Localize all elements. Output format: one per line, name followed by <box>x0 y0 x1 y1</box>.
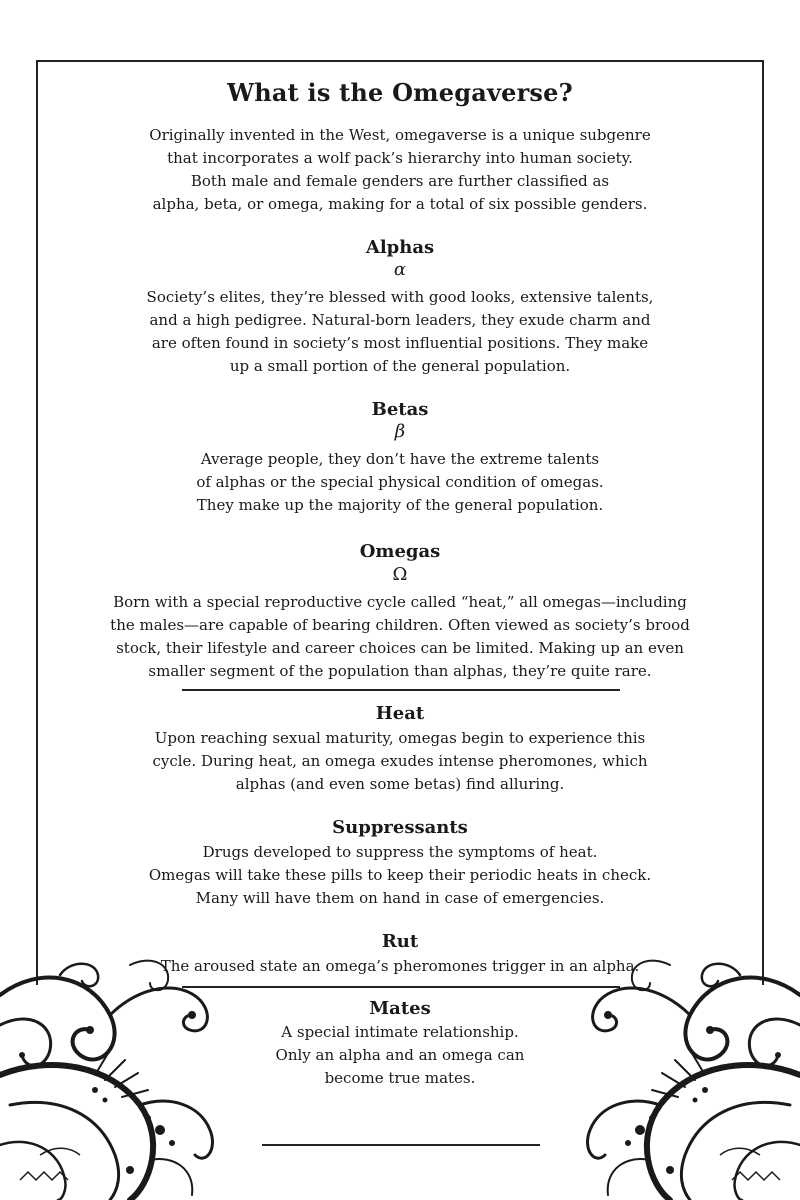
intro-line: Originally invented in the West, omegaverse is a unique subgenre <box>149 126 651 144</box>
intro-line: that incorporates a wolf pack’s hierarchy into human society. <box>167 149 633 167</box>
betas-line: of alphas or the special physical condition of omegas. <box>196 473 604 491</box>
heat-heading: Heat <box>375 703 425 724</box>
rut-heading: Rut <box>381 931 419 952</box>
betas-paragraph <box>0 448 800 517</box>
alphas-line: and a high pedigree. Natural-born leaders, they exude charm and <box>149 311 651 329</box>
betas-line: Average people, they don’t have the extreme talents <box>200 450 600 468</box>
omegas-heading: Omegas <box>359 541 441 562</box>
mates-heading: Mates <box>369 998 431 1019</box>
omegas-line: stock, their lifestyle and career choices can be limited. Making up an even <box>116 639 684 657</box>
omegas-line: Born with a special reproductive cycle called “heat,” all omegas—including <box>113 593 687 611</box>
omegas-line: smaller segment of the population than alphas, they’re quite rare. <box>148 662 652 680</box>
alphas-line: Society’s elites, they’re blessed with good looks, extensive talents, <box>146 288 654 306</box>
intro-line: alpha, beta, or omega, making for a total of six possible genders. <box>152 195 648 213</box>
bottom-rule <box>262 1144 540 1146</box>
omegas-line: the males—are capable of bearing children. Often viewed as society’s brood <box>110 616 690 634</box>
heat-line: cycle. During heat, an omega exudes intense pheromones, which <box>152 752 648 770</box>
mates-line: A special intimate relationship. <box>281 1023 519 1041</box>
mates-line: Only an alpha and an omega can <box>275 1046 525 1064</box>
omegas-paragraph <box>0 591 800 683</box>
heat-paragraph <box>0 727 800 796</box>
omega-symbol: Ω <box>392 564 408 585</box>
flourish-ornament-right-icon <box>560 955 800 1200</box>
alphas-line: up a small portion of the general population. <box>229 357 571 375</box>
mates-line: become true mates. <box>324 1069 476 1087</box>
alpha-symbol: α <box>393 259 407 280</box>
suppressants-line: Many will have them on hand in case of emergencies. <box>195 889 605 907</box>
intro-line: Both male and female genders are further classified as <box>190 172 610 190</box>
suppressants-line: Omegas will take these pills to keep their periodic heats in check. <box>148 866 652 884</box>
intro-paragraph <box>0 124 800 216</box>
section-divider <box>182 689 620 691</box>
flourish-ornament-left-icon <box>0 955 240 1200</box>
suppressants-heading: Suppressants <box>332 817 468 838</box>
betas-line: They make up the majority of the general population. <box>196 496 604 514</box>
heat-line: Upon reaching sexual maturity, omegas begin to experience this <box>154 729 646 747</box>
frame-top-rule <box>36 60 764 62</box>
beta-symbol: β <box>394 421 406 442</box>
suppressants-paragraph <box>0 841 800 910</box>
rut-line: The aroused state an omega’s pheromones trigger in an alpha. <box>160 957 640 975</box>
heat-line: alphas (and even some betas) find alluring. <box>235 775 565 793</box>
suppressants-line: Drugs developed to suppress the symptoms of heat. <box>202 843 598 861</box>
alphas-heading: Alphas <box>365 237 435 258</box>
betas-heading: Betas <box>371 399 429 420</box>
alphas-paragraph <box>0 286 800 378</box>
section-divider <box>182 986 620 988</box>
alphas-line: are often found in society’s most influential positions. They make <box>151 334 649 352</box>
page-title: What is the Omegaverse? <box>227 78 573 107</box>
